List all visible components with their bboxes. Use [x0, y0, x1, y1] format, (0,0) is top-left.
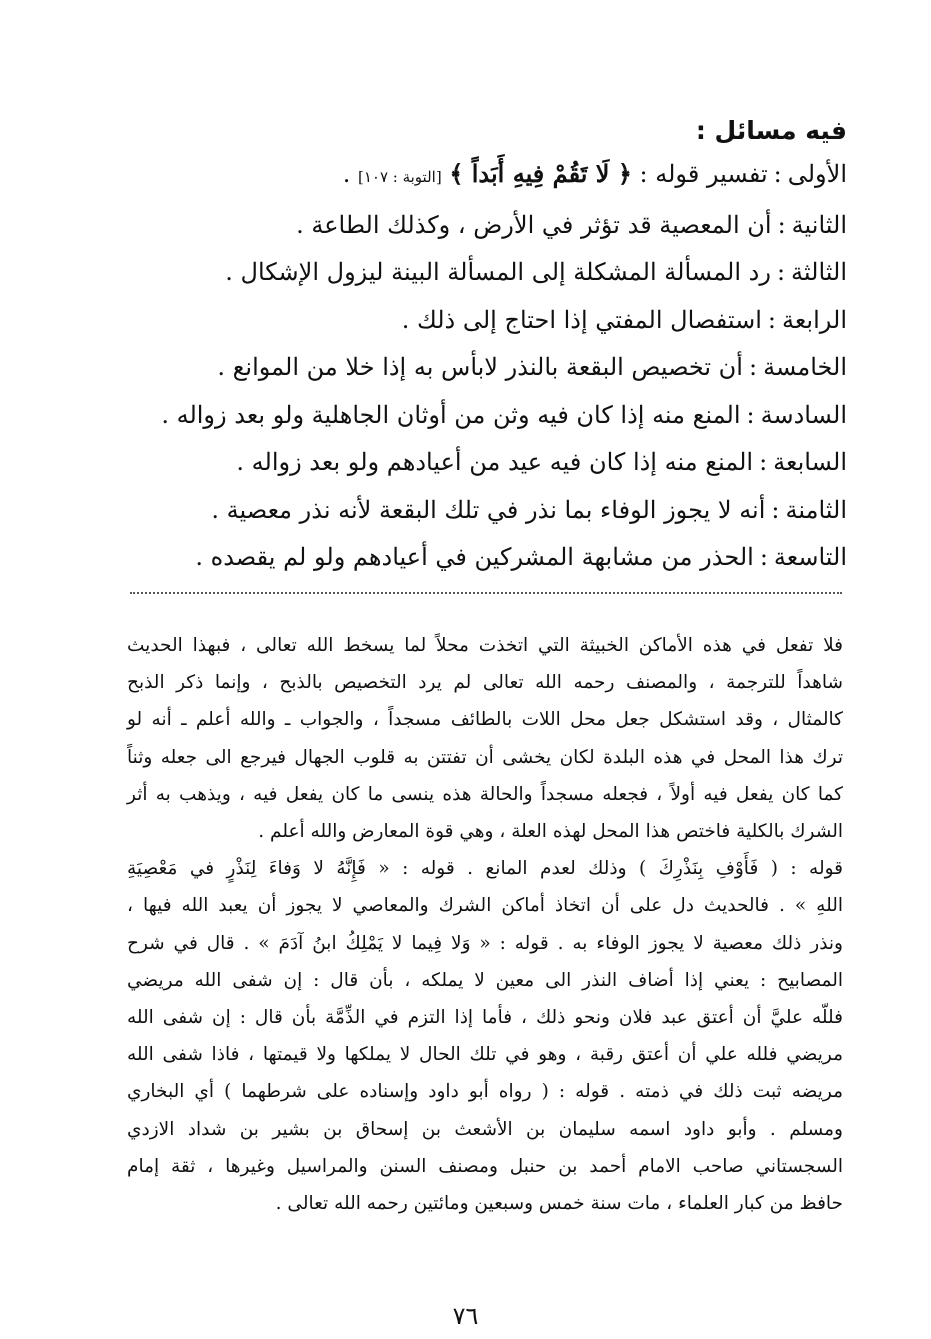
- issues-section: [127, 112, 847, 582]
- section-heading: فيه مسائل :: [695, 116, 847, 145]
- issue-item-2: [127, 202, 847, 250]
- issue-label: التاسعة: [773, 543, 847, 571]
- commentary-section: [127, 627, 843, 1222]
- issue-label: الرابعة: [781, 305, 847, 334]
- commentary-line: ومسلم . وأبو داود اسمه سليمان بن الأشعث بن إسحاق بن بشير بن شداد الازدي: [127, 1118, 843, 1140]
- issue-end: .: [342, 160, 351, 188]
- issue-text: المنع منه إذا كان فيه عيد من أعيادهم ولو بعد زواله .: [236, 448, 754, 476]
- issue-label: الثامنة: [785, 495, 847, 524]
- commentary-line: مريضي فلله علي أن أعتق رقبة ، وهو في تلك الحال لا يملكها ولا قيمتها ، فاذا شفى الله: [127, 1044, 843, 1066]
- issue-text: أن المعصية قد تؤثر في الأرض ، وكذلك الطاعة .: [296, 210, 772, 239]
- issue-separator: :: [776, 258, 786, 286]
- issue-text: المنع منه إذا كان فيه وثن من أوثان الجاهلية ولو بعد زواله .: [161, 400, 741, 429]
- issue-label: السابعة: [773, 448, 847, 476]
- issue-label: الخامسة: [763, 353, 847, 381]
- issue-separator: :: [777, 210, 786, 239]
- issue-text: أنه لا يجوز الوفاء بما نذر في تلك البقعة لأنه نذر معصية .: [211, 495, 766, 524]
- issue-separator: :: [767, 305, 776, 334]
- commentary-line: فللّه عليَّ أن أعتق عبد فلان ونحو ذلك ، فأما إذا التزم في الذِّمَّة بأن قال : إن شفى الله: [127, 1007, 843, 1029]
- issue-separator: :: [748, 353, 758, 381]
- issue-separator: :: [771, 495, 780, 524]
- issue-label: السادسة: [760, 400, 847, 429]
- issue-item-8: [127, 487, 847, 535]
- commentary-line: ترك هذا المحل في هذه البلدة لكان يخشى أن تفتتن به قلوب الجهال فيرجع الى جعله وثناً: [127, 746, 843, 768]
- issue-item-5: [127, 344, 847, 392]
- quran-reference: [التوبة : ١٠٧]: [357, 168, 442, 186]
- issue-text: تفسير قوله :: [639, 160, 768, 188]
- quran-quote: ﴿ لَا تَقُمْ فِيهِ أَبَداً ﴾: [449, 159, 632, 188]
- issue-item-6: [127, 392, 847, 440]
- page-number: ٧٦: [452, 1302, 479, 1330]
- issue-text: أن تخصيص البقعة بالنذر لابأس به إذا خلا من الموانع .: [217, 353, 743, 381]
- issue-text: رد المسألة المشكلة إلى المسألة البينة ليزول الإشكال .: [225, 258, 771, 286]
- commentary-line: كالمثال ، وقد استشكل جعل محل اللات بالطائف مسجداً ، والجواب ـ والله أعلم ـ أنه لو: [127, 709, 843, 731]
- commentary-line: مريضه ثبت ذلك في ذمته . قوله : ( رواه أبو داود وإسناده على شرطهما ) أي البخاري: [127, 1081, 843, 1103]
- issue-text: استفصال المفتي إذا احتاج إلى ذلك .: [401, 305, 762, 334]
- issue-separator: :: [746, 400, 755, 429]
- issue-item-3: [127, 249, 847, 297]
- commentary-line: كما كان يفعل فيه أولاً ، فجعله مسجداً والحالة هذه ينسى ما كان يفعل فيه ، ويذهب به أثر: [127, 783, 843, 805]
- commentary-line: ونذر ذلك معصية لا يجوز الوفاء به . قوله : « وَلا فِيما لا يَمْلِكُ ابنُ آدَمَ » . قال في شرح: [127, 932, 843, 954]
- issue-label: الأولى: [787, 160, 847, 188]
- issue-text: الحذر من مشابهة المشركين في أعيادهم ولو لم يقصده .: [195, 543, 754, 571]
- commentary-line: قوله : ( فَأَوْفِ بِنَذْرِكَ ) وذلك لعدم المانع . قوله : « فَإِنَّهُ لا وَفاءَ لِنَذْرٍ في مَعْصِيَةِ: [127, 858, 843, 880]
- commentary-line: المصابيح : يعني إذا أضاف النذر الى معين لا يملكه ، بأن قال : إن شفى الله مريضي: [127, 969, 843, 991]
- dotted-divider: [130, 592, 842, 594]
- issue-item-4: [127, 297, 847, 345]
- commentary-line: الشرك بالكلية فاختص هذا المحل لهذه العلة ، وهي قوة المعارض والله أعلم .: [258, 821, 843, 843]
- commentary-line: السجستاني صاحب الامام أحمد بن حنبل ومصنف السنن والمراسيل وغيرها ، ثقة إمام: [127, 1155, 843, 1177]
- commentary-line: فلا تفعل في هذه الأماكن الخبيثة التي اتخذت محلاً لما يسخط الله تعالى ، فبهذا الحديث: [127, 635, 843, 656]
- commentary-line: اللهِ » . فالحديث دل على أن اتخاذ أماكن الشرك والمعاصي لا يجوز أن يعبد الله فيها ،: [127, 895, 843, 917]
- issue-separator: :: [759, 448, 768, 476]
- issue-label: الثانية: [791, 210, 847, 239]
- issue-item-1: [127, 150, 847, 202]
- issue-item-9: [127, 534, 847, 582]
- issue-item-7: [127, 439, 847, 487]
- commentary-line: شاهداً للترجمة ، والمصنف رحمه الله تعالى لم يرد التخصيص بالذبح ، وإنما ذكر الذبح: [127, 672, 843, 694]
- issue-separator: :: [759, 543, 768, 571]
- issue-label: الثالثة: [791, 258, 847, 286]
- issue-separator: :: [773, 160, 782, 188]
- commentary-line: حافظ من كبار العلماء ، مات سنة خمس وسبعين ومائتين رحمه الله تعالى .: [275, 1193, 843, 1215]
